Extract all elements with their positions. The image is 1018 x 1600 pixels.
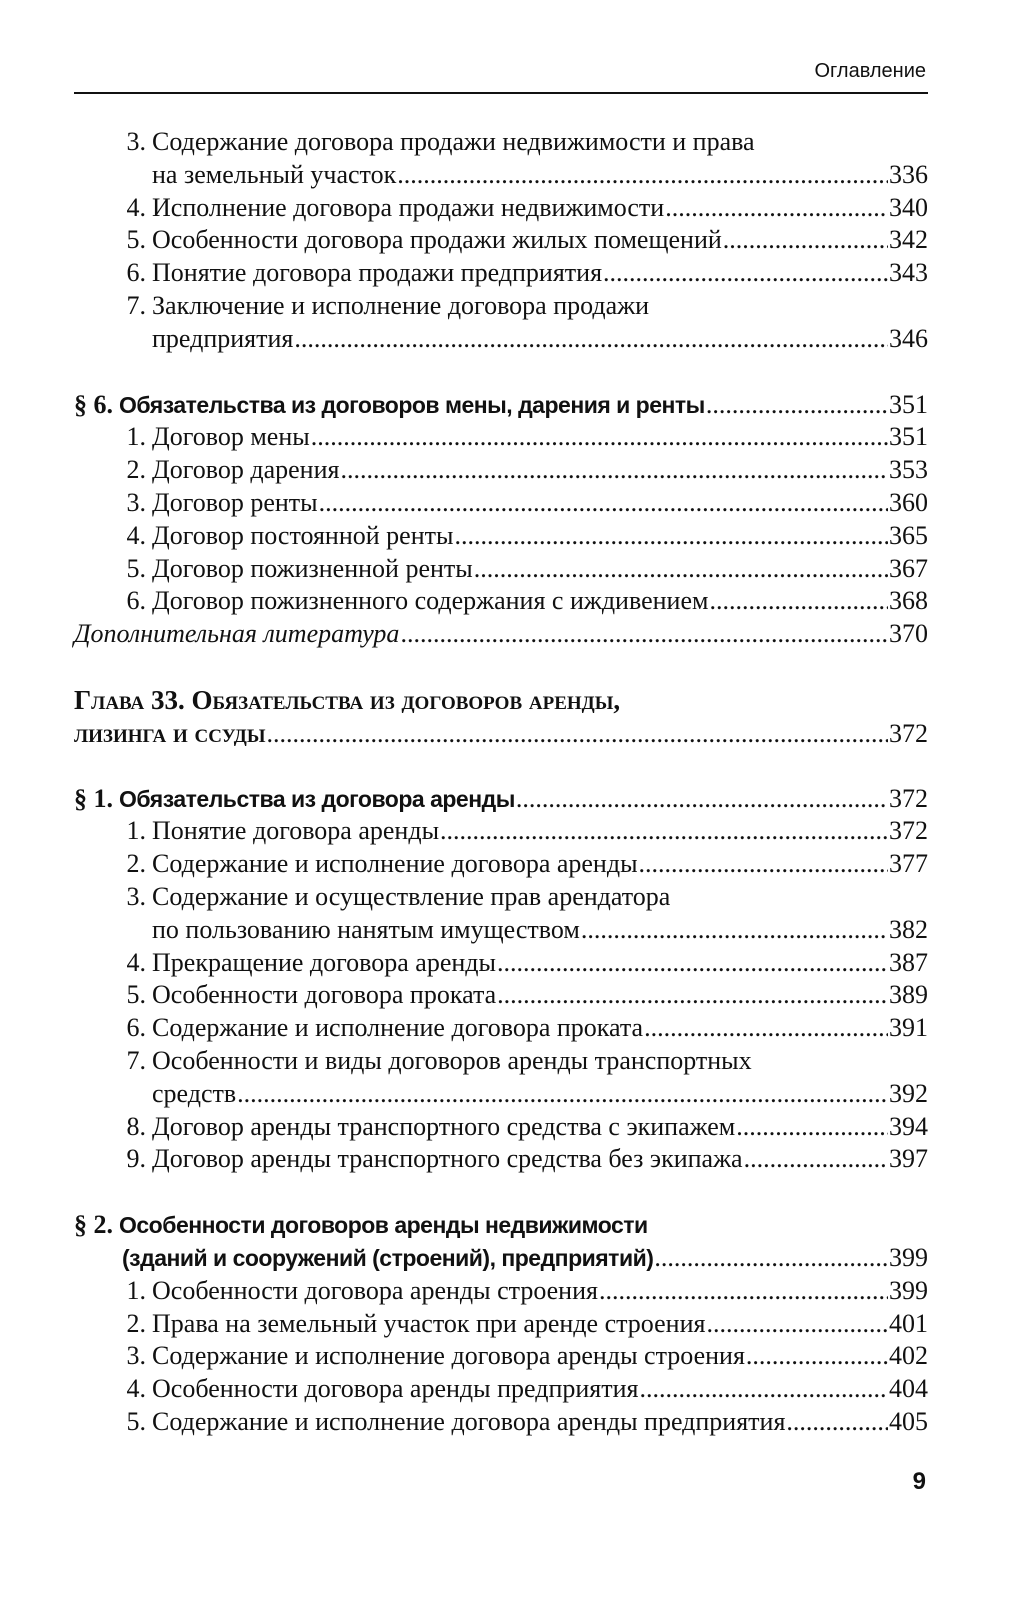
toc-line (74, 520, 928, 553)
toc-item-number: 4. (126, 1374, 146, 1404)
toc-page-number: 399 (889, 1275, 928, 1305)
toc-entry-item (74, 290, 928, 356)
toc-entry-item (74, 257, 928, 290)
toc-page-number: 340 (889, 192, 928, 222)
toc-leader-dots (709, 585, 888, 618)
toc-title: Содержание и исполнение договора проката (152, 1013, 644, 1043)
toc-entry-item (74, 487, 928, 520)
toc-line (74, 717, 928, 750)
toc-line (74, 257, 928, 290)
toc-line (74, 815, 928, 848)
toc-item-number: 5. (126, 225, 146, 255)
toc-leader-dots (706, 1308, 888, 1341)
toc-leader-dots (639, 1373, 888, 1406)
toc-page-number: 392 (889, 1078, 928, 1108)
toc-page-number: 389 (889, 980, 928, 1010)
toc-item-number: 1. (126, 422, 146, 452)
toc-line (74, 553, 928, 586)
toc-gap (74, 1176, 928, 1209)
toc-entry-item (74, 1045, 928, 1111)
toc-line (74, 224, 928, 257)
toc-entry-item (74, 947, 928, 980)
toc-page-number: 351 (889, 422, 928, 452)
header-rule (74, 92, 928, 94)
toc-leader-dots (440, 815, 888, 848)
toc-title: Договор постоянной ренты (152, 520, 454, 550)
toc-line (74, 1340, 928, 1373)
toc-page-number: 404 (889, 1374, 928, 1404)
toc-item-number: 6. (126, 586, 146, 616)
toc-page-number: 343 (889, 258, 928, 288)
toc-item-number: 3. (126, 487, 146, 517)
toc-line (74, 421, 928, 454)
toc-title: Договор мены (152, 422, 310, 452)
toc-leader-dots (474, 553, 888, 586)
toc-line (74, 1209, 928, 1242)
toc-entry-section (74, 783, 928, 816)
toc-title: Особенности договора проката (152, 980, 497, 1010)
toc-line (74, 1275, 928, 1308)
toc-leader-dots (786, 1406, 888, 1439)
toc-leader-dots (497, 979, 888, 1012)
toc-item-number: 7. (126, 1045, 146, 1075)
toc-entry-item (74, 1111, 928, 1144)
toc-item-number: 1. (126, 1275, 146, 1305)
toc-item-number: 8. (126, 1111, 146, 1141)
toc-section-number: § 1. (74, 783, 113, 813)
toc-leader-dots (639, 848, 888, 881)
toc-page-number: 353 (889, 455, 928, 485)
toc-item-number: 4. (126, 192, 146, 222)
toc-title: по пользованию нанятым имуществом (152, 914, 580, 944)
toc-title: Содержание и исполнение договора аренды предприятия (152, 1406, 786, 1436)
toc-page-number: 365 (889, 520, 928, 550)
toc-item-number: 3. (126, 881, 146, 911)
toc-leader-dots (516, 783, 888, 816)
toc-title: Исполнение договора продажи недвижимости (152, 192, 665, 222)
toc-entry-item (74, 1143, 928, 1176)
toc-section-number: § 6. (74, 389, 113, 419)
toc-title: Особенности договора продажи жилых помещений (152, 225, 722, 255)
toc-title: Содержание и осуществление прав арендатора (152, 881, 671, 911)
toc-page-number: 399 (889, 1242, 928, 1272)
toc-leader-dots (400, 618, 888, 651)
toc-entry-item (74, 454, 928, 487)
toc-page-number: 372 (889, 816, 928, 846)
toc-page-number: 394 (889, 1111, 928, 1141)
toc-line (74, 848, 928, 881)
toc-entry-item (74, 1012, 928, 1045)
toc-entry-section (74, 389, 928, 422)
toc-line (74, 389, 928, 422)
toc-page-number: 372 (889, 718, 928, 748)
toc-title: Глава 33. Обязательства из договоров аренды, (74, 684, 621, 715)
toc-title: лизинга и ссуды (74, 717, 266, 748)
toc-title: Содержание и исполнение договора аренды (152, 849, 638, 879)
toc-item-number: 6. (126, 1013, 146, 1043)
toc-item-number: 7. (126, 290, 146, 320)
toc-page-number: 372 (889, 783, 928, 813)
toc-line (74, 618, 928, 651)
toc-leader-dots (319, 487, 888, 520)
toc-leader-dots (744, 1143, 888, 1176)
toc-page-number: 370 (889, 619, 928, 649)
toc-leader-dots (599, 1275, 888, 1308)
toc-page-number: 387 (889, 947, 928, 977)
toc-leader-dots (237, 1078, 888, 1111)
toc-title: Понятие договора аренды (152, 816, 440, 846)
toc-title: Особенности договоров аренды недвижимости (119, 1212, 648, 1239)
toc-leader-dots (736, 1111, 888, 1144)
toc-line (74, 1045, 928, 1078)
toc-title: Прекращение договора аренды (152, 947, 496, 977)
toc-line (74, 1406, 928, 1439)
toc-title: Договор аренды транспортного средства с экипажем (152, 1111, 736, 1141)
toc-page-number: 382 (889, 914, 928, 944)
toc-line (74, 1308, 928, 1341)
toc-page-number: 397 (889, 1144, 928, 1174)
toc-page-number: 401 (889, 1308, 928, 1338)
toc-title: предприятия (152, 323, 294, 353)
toc-entry-item (74, 553, 928, 586)
toc-line (74, 1373, 928, 1406)
toc-title: Договор пожизненного содержания с иждивением (152, 586, 709, 616)
toc-entry-section (74, 1209, 928, 1275)
toc-leader-dots (746, 1340, 888, 1373)
toc-gap (74, 750, 928, 783)
page-number: 9 (912, 1468, 926, 1495)
toc-item-number: 4. (126, 947, 146, 977)
toc-title: Особенности договора аренды предприятия (152, 1374, 639, 1404)
toc-entry-item (74, 585, 928, 618)
toc-title: Договор дарения (152, 455, 340, 485)
toc-leader-dots (397, 159, 888, 192)
toc-leader-dots (644, 1012, 888, 1045)
toc-leader-dots (665, 192, 888, 225)
toc-entry-item (74, 815, 928, 848)
toc-item-number: 6. (126, 258, 146, 288)
toc-page-number: 351 (889, 389, 928, 419)
toc-title: Обязательства из договоров мены, дарения и ренты (119, 391, 705, 418)
toc-leader-dots (340, 454, 888, 487)
toc-page-number: 367 (889, 553, 928, 583)
toc-title: Содержание договора продажи недвижимости и права (152, 127, 755, 156)
toc-line (74, 1143, 928, 1176)
toc-entry-chapter (74, 684, 928, 750)
toc-title: Понятие договора продажи предприятия (152, 258, 603, 288)
toc-title: Заключение и исполнение договора продажи (152, 290, 650, 320)
toc-title: Договор аренды транспортного средства без экипажа (152, 1144, 743, 1174)
toc-title: средств (152, 1078, 237, 1108)
toc-leader-dots (267, 718, 889, 751)
toc-line (74, 290, 928, 323)
toc-item-number: 5. (126, 1406, 146, 1436)
toc-page-number: 346 (889, 323, 928, 353)
toc-title: на земельный участок (152, 159, 397, 189)
toc-leader-dots (311, 421, 888, 454)
toc-leader-dots (706, 389, 888, 422)
toc-page-number: 368 (889, 586, 928, 616)
toc-gap (74, 651, 928, 684)
toc-entry-item (74, 1406, 928, 1439)
toc-title: Содержание и исполнение договора аренды строения (152, 1341, 745, 1371)
toc-line (74, 1012, 928, 1045)
toc-line (74, 1242, 928, 1275)
toc-title: Договор ренты (152, 487, 318, 517)
toc-leader-dots (454, 520, 888, 553)
toc-item-number: 5. (126, 553, 146, 583)
toc-item-number: 2. (126, 1308, 146, 1338)
toc-title: Особенности договора аренды строения (152, 1275, 598, 1305)
toc-leader-dots (723, 224, 888, 257)
toc-title: Договор пожизненной ренты (152, 553, 473, 583)
toc-line (74, 684, 928, 717)
toc-leader-dots (654, 1242, 888, 1275)
toc-page-number: 336 (889, 159, 928, 189)
toc-title: Права на земельный участок при аренде строения (152, 1308, 706, 1338)
toc-line (74, 585, 928, 618)
toc-leader-dots (497, 947, 888, 980)
toc-line (74, 1111, 928, 1144)
toc-line (74, 881, 928, 914)
toc-line (74, 783, 928, 816)
toc-title: Особенности и виды договоров аренды транспортных (152, 1045, 752, 1075)
toc-line (74, 487, 928, 520)
toc-leader-dots (581, 914, 888, 947)
toc-entry-item (74, 1275, 928, 1308)
toc-line (74, 323, 928, 356)
toc-line (74, 914, 928, 947)
toc-item-number: 3. (126, 1341, 146, 1371)
toc-line (74, 947, 928, 980)
toc-entry-item (74, 881, 928, 947)
toc-item-number: 2. (126, 849, 146, 879)
toc-entry-item (74, 979, 928, 1012)
toc-item-number: 1. (126, 816, 146, 846)
toc-section-number: § 2. (74, 1210, 113, 1240)
toc-entry-lit (74, 618, 928, 651)
toc-page-number: 402 (889, 1341, 928, 1371)
toc-page-number: 342 (889, 225, 928, 255)
toc-page-number: 377 (889, 849, 928, 879)
toc-item-number: 3. (126, 127, 146, 156)
toc-entry-item (74, 192, 928, 225)
toc-page-number: 360 (889, 487, 928, 517)
toc-title: Обязательства из договора аренды (119, 785, 515, 812)
toc-entry-item (74, 224, 928, 257)
toc-gap (74, 356, 928, 389)
toc-line (74, 454, 928, 487)
toc-line (74, 192, 928, 225)
toc-entry-item (74, 421, 928, 454)
toc-leader-dots (603, 257, 888, 290)
toc-entry-item (74, 848, 928, 881)
toc-page-number: 405 (889, 1406, 928, 1436)
toc-item-number: 4. (126, 520, 146, 550)
toc-entry-item (74, 126, 928, 192)
toc-item-number: 5. (126, 980, 146, 1010)
toc-line (74, 979, 928, 1012)
toc-line (74, 126, 928, 159)
toc-entry-item (74, 520, 928, 553)
toc-item-number: 2. (126, 455, 146, 485)
toc-leader-dots (294, 323, 888, 356)
toc-line (74, 1078, 928, 1111)
toc-entry-item (74, 1373, 928, 1406)
toc-entry-item (74, 1308, 928, 1341)
toc-title: (зданий и сооружений (строений), предприятий) (122, 1244, 654, 1271)
toc-title: Дополнительная литература (74, 619, 400, 649)
running-head: Оглавление (814, 60, 926, 82)
toc-line (74, 159, 928, 192)
toc-entry-item (74, 1340, 928, 1373)
toc-item-number: 9. (126, 1144, 146, 1174)
toc-page-number: 391 (889, 1013, 928, 1043)
table-of-contents (74, 126, 928, 1439)
